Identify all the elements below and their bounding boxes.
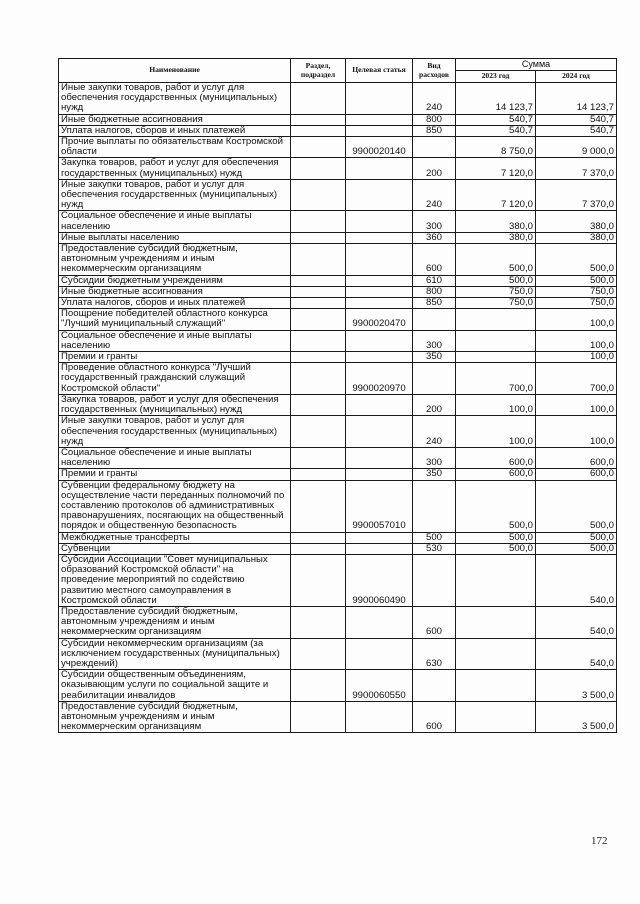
header-target: Целевая статья [346,59,413,83]
cell-y1: 750,0 [456,298,536,309]
cell-name: Социальное обеспечение и иные выплаты населению [59,447,291,468]
cell-y1: 500,0 [456,275,536,286]
cell-y1: 540,7 [456,125,536,136]
cell-y1: 100,0 [456,416,536,448]
cell-y2: 600,0 [536,469,617,480]
cell-type [413,670,456,702]
table-row [59,286,617,297]
cell-y1: 750,0 [456,286,536,297]
table-row [59,363,617,395]
cell-target [346,606,413,638]
cell-type: 350 [413,352,456,363]
cell-target: 9900020470 [346,309,413,330]
header-type: Вид расходов [413,59,456,83]
cell-name: Уплата налогов, сборов и иных платежей [59,298,291,309]
cell-y1: 500,0 [456,480,536,532]
cell-target: 9900060550 [346,670,413,702]
table-row [59,125,617,136]
cell-type [413,554,456,606]
cell-y1: 380,0 [456,211,536,232]
cell-y2: 500,0 [536,543,617,554]
cell-y1: 500,0 [456,532,536,543]
table-row [59,298,617,309]
cell-type: 200 [413,158,456,179]
cell-section [291,286,346,297]
cell-y2: 540,7 [536,114,617,125]
cell-target [346,244,413,276]
cell-name: Субсидии некоммерческим организациям (за исключением государственных (муниципальных) учреждений) [59,638,291,670]
table-row [59,447,617,468]
cell-name: Предоставление субсидий бюджетным, автономным учреждениям и иным некоммерческим организациям [59,244,291,276]
cell-name: Поощрение победителей областного конкурса "Лучший муниципальный служащий" [59,309,291,330]
cell-name: Премии и гранты [59,352,291,363]
cell-name: Иные бюджетные ассигнования [59,114,291,125]
cell-y1 [456,701,536,733]
cell-y2: 7 370,0 [536,179,617,211]
cell-y2: 540,0 [536,638,617,670]
cell-target [346,232,413,243]
cell-target [346,469,413,480]
cell-name: Социальное обеспечение и иные выплаты населению [59,330,291,351]
cell-name: Субсидии Ассоциации "Совет муниципальных образований Костромской области" на проведение мероприятий по содействию развитию местного самоуправления в Костромской области [59,554,291,606]
cell-target: 9900060490 [346,554,413,606]
cell-name: Предоставление субсидий бюджетным, автономным учреждениям и иным некоммерческим организациям [59,606,291,638]
cell-y2: 9 000,0 [536,137,617,158]
header-year-2023: 2023 год [456,71,536,83]
table-row [59,480,617,532]
cell-y2: 380,0 [536,232,617,243]
cell-section [291,638,346,670]
cell-section [291,298,346,309]
cell-section [291,211,346,232]
cell-target [346,638,413,670]
cell-target [346,179,413,211]
cell-y1: 500,0 [456,543,536,554]
cell-section [291,352,346,363]
cell-type [413,480,456,532]
cell-target [346,447,413,468]
cell-y2: 540,7 [536,125,617,136]
cell-y2: 750,0 [536,286,617,297]
cell-type: 300 [413,211,456,232]
cell-section [291,137,346,158]
cell-y1: 700,0 [456,363,536,395]
cell-y2: 100,0 [536,394,617,415]
cell-section [291,447,346,468]
cell-type: 530 [413,543,456,554]
cell-y1: 600,0 [456,447,536,468]
cell-type [413,137,456,158]
cell-y1: 540,7 [456,114,536,125]
cell-section [291,275,346,286]
cell-y2: 380,0 [536,211,617,232]
cell-name: Проведение областного конкурса "Лучший государственный гражданский служащий Костромской области" [59,363,291,395]
cell-y2: 500,0 [536,480,617,532]
cell-type: 200 [413,394,456,415]
cell-type: 350 [413,469,456,480]
cell-section [291,244,346,276]
cell-type: 300 [413,330,456,351]
table-row [59,701,617,733]
cell-target [346,416,413,448]
table-row [59,670,617,702]
cell-target [346,211,413,232]
cell-target: 9900020140 [346,137,413,158]
table-row [59,232,617,243]
cell-y1 [456,330,536,351]
cell-y1: 600,0 [456,469,536,480]
table-row [59,114,617,125]
cell-y2: 100,0 [536,416,617,448]
cell-target [346,543,413,554]
table-row [59,309,617,330]
cell-y2: 7 370,0 [536,158,617,179]
cell-name: Уплата налогов, сборов и иных платежей [59,125,291,136]
cell-type: 850 [413,298,456,309]
cell-section [291,416,346,448]
cell-type: 600 [413,606,456,638]
cell-section [291,543,346,554]
cell-y2: 100,0 [536,352,617,363]
table-row [59,352,617,363]
budget-table [58,58,617,733]
cell-name: Субсидии общественным объединениям, оказывающим услуги по социальной защите и реабилитации инвалидов [59,670,291,702]
cell-y2: 3 500,0 [536,701,617,733]
cell-type: 240 [413,83,456,115]
cell-type: 500 [413,532,456,543]
cell-y2: 100,0 [536,330,617,351]
cell-y2: 540,0 [536,554,617,606]
cell-section [291,606,346,638]
cell-y2: 700,0 [536,363,617,395]
cell-y1 [456,670,536,702]
cell-name: Предоставление субсидий бюджетным, автономным учреждениям и иным некоммерческим организациям [59,701,291,733]
cell-name: Социальное обеспечение и иные выплаты населению [59,211,291,232]
table-row [59,554,617,606]
cell-name: Субсидии бюджетным учреждениям [59,275,291,286]
table-row [59,275,617,286]
cell-name: Закупка товаров, работ и услуг для обеспечения государственных (муниципальных) нужд [59,394,291,415]
cell-y1: 7 120,0 [456,158,536,179]
cell-y2: 3 500,0 [536,670,617,702]
cell-y2: 100,0 [536,309,617,330]
cell-y1: 380,0 [456,232,536,243]
cell-section [291,554,346,606]
cell-type: 240 [413,179,456,211]
cell-section [291,232,346,243]
table-row [59,179,617,211]
cell-section [291,480,346,532]
cell-type: 600 [413,244,456,276]
cell-target [346,114,413,125]
table-row [59,137,617,158]
cell-y2: 600,0 [536,447,617,468]
cell-type [413,363,456,395]
cell-y1: 8 750,0 [456,137,536,158]
cell-y2: 500,0 [536,244,617,276]
cell-name: Иные выплаты населению [59,232,291,243]
cell-type: 630 [413,638,456,670]
cell-y1 [456,352,536,363]
table-row [59,158,617,179]
cell-y1: 7 120,0 [456,179,536,211]
cell-type: 300 [413,447,456,468]
cell-target: 9900057010 [346,480,413,532]
cell-type: 800 [413,114,456,125]
cell-y2: 500,0 [536,532,617,543]
cell-name: Межбюджетные трансферты [59,532,291,543]
cell-name: Субвенции [59,543,291,554]
page-number: 172 [591,835,608,847]
cell-type: 360 [413,232,456,243]
cell-type: 610 [413,275,456,286]
cell-target [346,158,413,179]
cell-target [346,701,413,733]
table-row [59,244,617,276]
cell-section [291,83,346,115]
table-row [59,606,617,638]
cell-type: 800 [413,286,456,297]
cell-target [346,83,413,115]
cell-target [346,125,413,136]
cell-target [346,298,413,309]
cell-name: Иные бюджетные ассигнования [59,286,291,297]
cell-y1: 100,0 [456,394,536,415]
table-row [59,83,617,115]
cell-section [291,469,346,480]
table-row [59,330,617,351]
header-sum: Сумма [456,59,617,71]
cell-section [291,532,346,543]
cell-target [346,330,413,351]
cell-section [291,670,346,702]
table-row [59,211,617,232]
cell-target [346,532,413,543]
cell-name: Иные закупки товаров, работ и услуг для обеспечения государственных (муниципальных) нужд [59,83,291,115]
cell-name: Иные закупки товаров, работ и услуг для обеспечения государственных (муниципальных) нужд [59,179,291,211]
table-row [59,469,617,480]
cell-target [346,352,413,363]
cell-y2: 14 123,7 [536,83,617,115]
header-section: Раздел, подраздел [291,59,346,83]
cell-section [291,179,346,211]
cell-target [346,275,413,286]
cell-target [346,394,413,415]
cell-y1: 14 123,7 [456,83,536,115]
cell-y2: 540,0 [536,606,617,638]
cell-name: Субвенции федеральному бюджету на осуществление части переданных полномочий по составлению протоколов об административных правонарушениях, посягающих на общественный порядок и общественную безопасность [59,480,291,532]
cell-section [291,158,346,179]
cell-type: 600 [413,701,456,733]
cell-y1: 500,0 [456,244,536,276]
cell-target: 9900020970 [346,363,413,395]
cell-y1 [456,606,536,638]
cell-y1 [456,309,536,330]
table-row [59,532,617,543]
table-row [59,638,617,670]
table-row [59,416,617,448]
cell-section [291,330,346,351]
cell-y1 [456,638,536,670]
cell-section [291,114,346,125]
header-year-2024: 2024 год [536,71,617,83]
cell-name: Премии и гранты [59,469,291,480]
cell-section [291,701,346,733]
cell-section [291,394,346,415]
cell-section [291,309,346,330]
cell-type: 850 [413,125,456,136]
cell-y2: 500,0 [536,275,617,286]
cell-section [291,363,346,395]
table-row [59,543,617,554]
cell-name: Закупка товаров, работ и услуг для обеспечения государственных (муниципальных) нужд [59,158,291,179]
table-body [59,83,617,733]
cell-y2: 750,0 [536,298,617,309]
cell-type: 240 [413,416,456,448]
cell-name: Иные закупки товаров, работ и услуг для обеспечения государственных (муниципальных) нужд [59,416,291,448]
cell-target [346,286,413,297]
cell-y1 [456,554,536,606]
cell-name: Прочие выплаты по обязательствам Костромской области [59,137,291,158]
header-name: Наименование [59,59,291,83]
table-row [59,394,617,415]
cell-type [413,309,456,330]
cell-section [291,125,346,136]
